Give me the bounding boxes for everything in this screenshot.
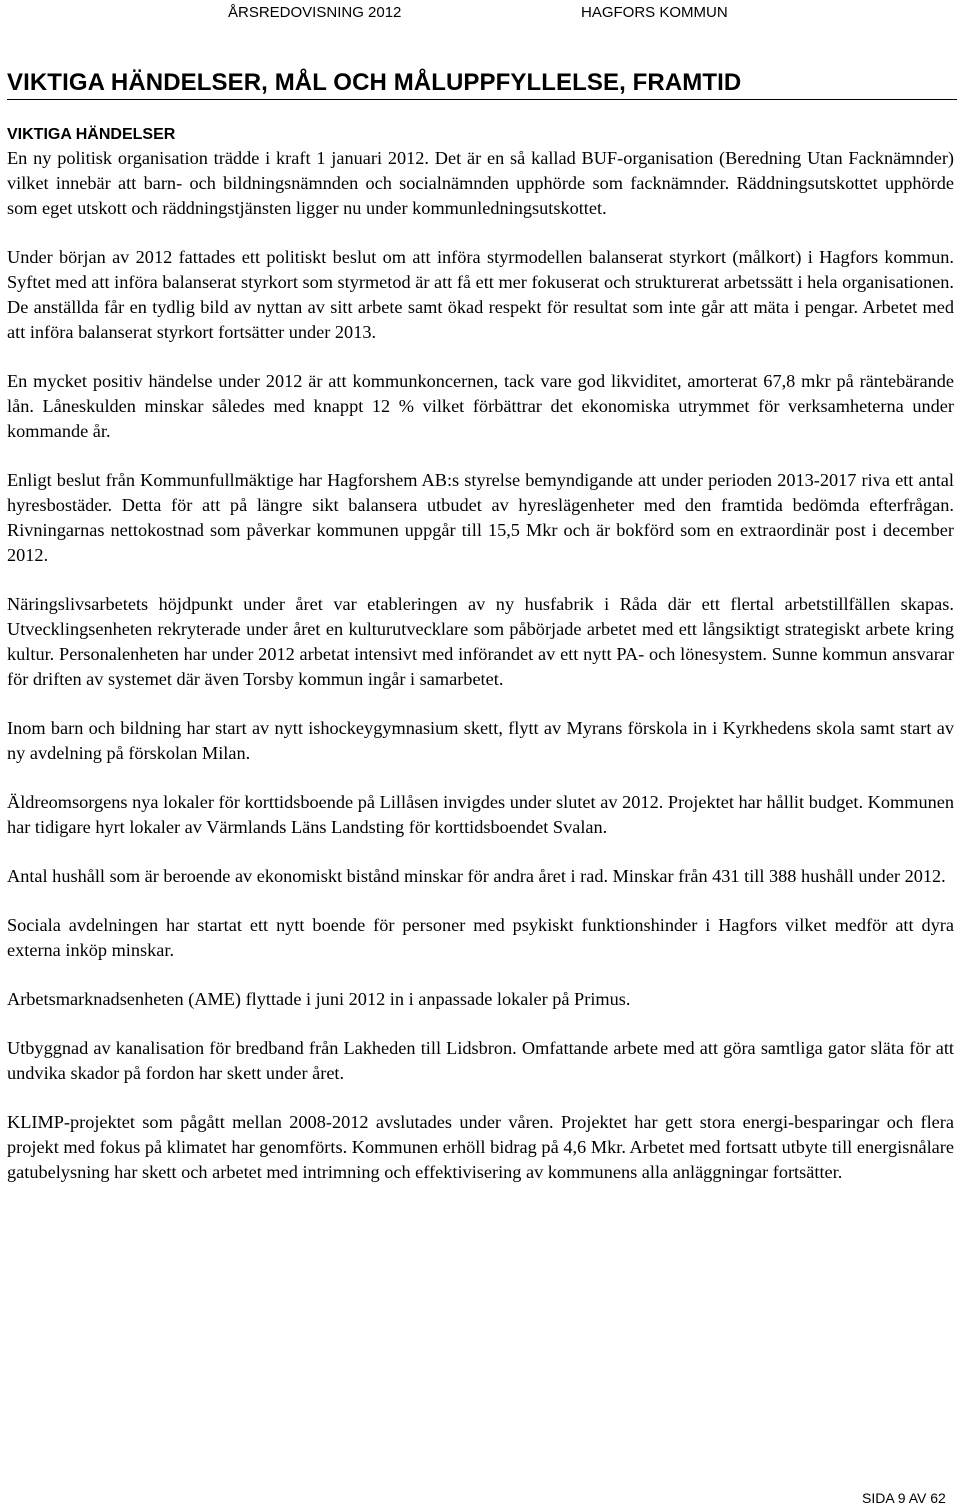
- municipality-name: HAGFORS KOMMUN: [581, 4, 728, 21]
- paragraph-hagforshem: Enligt beslut från Kommunfullmäktige har Hagforshem AB:s styrelse bemyndigande att under perioden 2013-2017 riva ett antal hyresbostäder. Detta för att på längre sikt balansera utbudet av hyreslägenheter med den framtida bedömda efterfrågan. Rivningarnas nettokostnad som påverkar kommunen uppgår till 15,5 Mkr och är bokförd som en extraordinär post i december 2012.: [7, 470, 954, 565]
- paragraph-naringsliv: Näringslivsarbetets höjdpunkt under året var etableringen av ny husfabrik i Råda där ett flertal arbetstillfällen skapas. Utvecklingsenheten rekryterade under året en kulturutvecklare som påbörjade arbetet med ett långsiktigt strategiskt arbete kring kultur. Personalenheten har under 2012 arbetat intensivt med införandet av ett nytt PA- och lönesystem. Sunne kommun ansvarar för driften av systemet där även Torsby kommun ingår i samarbetet.: [7, 594, 954, 689]
- page-header: [0, 4, 960, 24]
- paragraph-ekonomiskt-bistand: Antal hushåll som är beroende av ekonomiskt bistånd minskar för andra året i rad. Minskar från 431 till 388 hushåll under 2012.: [7, 866, 946, 886]
- paragraph-bredband: Utbyggnad av kanalisation för bredband från Lakheden till Lidsbron. Omfattande arbete med att göra samtliga gator släta för att undvika skador på fordon har skett under året.: [7, 1038, 954, 1083]
- paragraph-aldreomsorg: Äldreomsorgens nya lokaler för korttidsboende på Lillåsen invigdes under slutet av 2012. Projektet har hållit budget. Kommunen har tidigare hyrt lokaler av Värmlands Läns Landsting för korttidsboendet Svalan.: [7, 792, 954, 837]
- paragraph-klimp: KLIMP-projektet som pågått mellan 2008-2012 avslutades under våren. Projektet har gett stora energi-besparingar och flera projekt med fokus på klimatet har genomförts. Kommunen erhöll bidrag på 4,6 Mkr. Arbetet med fortsatt utbyte till energisnålare gatubelysning har skett och arbetet med intrimning och effektivisering av kommunens alla anläggningar fortsätter.: [7, 1112, 954, 1182]
- page-number: SIDA 9 AV 62: [862, 1490, 946, 1506]
- title-underline: [7, 99, 957, 100]
- paragraph-sociala: Sociala avdelningen har startat ett nytt boende för personer med psykiskt funktionshinder i Hagfors vilket medför att dyra externa inköp minskar.: [7, 915, 954, 960]
- paragraph-ame: Arbetsmarknadsenheten (AME) flyttade i juni 2012 in i anpassade lokaler på Primus.: [7, 989, 631, 1009]
- paragraph-barn-bildning: Inom barn och bildning har start av nytt ishockeygymnasium skett, flytt av Myrans förskola in i Kyrkhedens skola samt start av ny avdelning på förskolan Milan.: [7, 718, 954, 763]
- section-heading: VIKTIGA HÄNDELSER: [7, 126, 176, 143]
- report-title: ÅRSREDOVISNING 2012: [228, 4, 402, 21]
- paragraph-amortering: En mycket positiv händelse under 2012 är att kommunkoncernen, tack vare god likviditet, amorterat 67,8 mkr på räntebärande lån. Låneskulden minskar således med knappt 12 % vilket förbättrar det ekonomiska utrymmet för verksamheterna under kommande år.: [7, 371, 954, 441]
- page-title: VIKTIGA HÄNDELSER, MÅL OCH MÅLUPPFYLLELSE, FRAMTID: [7, 69, 742, 96]
- body-text: [7, 146, 954, 1209]
- paragraph-organisation: En ny politisk organisation trädde i kraft 1 januari 2012. Det är en så kallad BUF-organisation (Beredning Utan Facknämnder) vilket innebär att barn- och bildningsnämnden och socialnämnden upphörde som facknämnder. Räddningsutskottet upphörde som eget utskott och räddningstjänsten ligger nu under kommunledningsutskottet.: [7, 148, 954, 218]
- paragraph-styrkort: Under början av 2012 fattades ett politiskt beslut om att införa styrmodellen balanserat styrkort (målkort) i Hagfors kommun. Syftet med att införa balanserat styrkort som styrmetod är att få ett mer fokuserat och strukturerat arbetssätt i hela organisationen. De anställda får en tydlig bild av nyttan av sitt arbete samt ökad respekt för resultat som inte går att mäta i pengar. Arbetet med att införa balanserat styrkort fortsätter under 2013.: [7, 247, 954, 342]
